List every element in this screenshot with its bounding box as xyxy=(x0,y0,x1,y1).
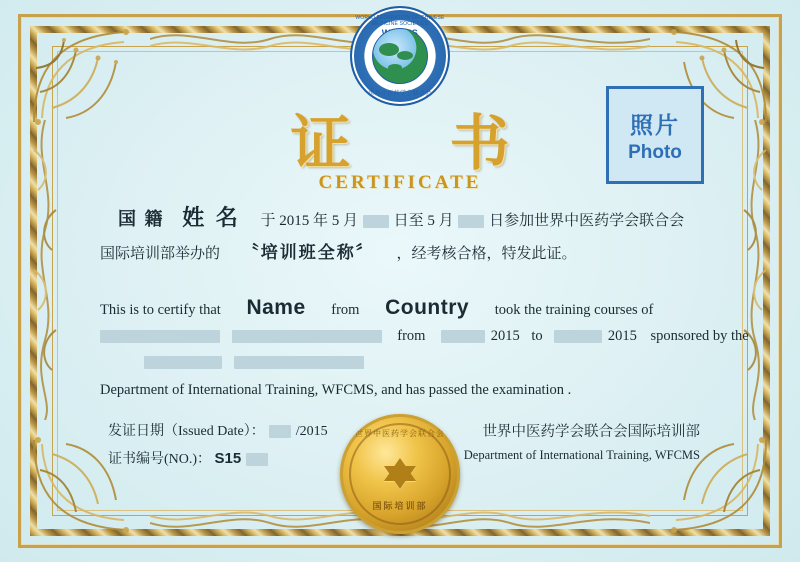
cn-course-name: 〝培训班全称〞 xyxy=(241,243,375,262)
redacted-date-to xyxy=(554,330,602,343)
redacted-course-c xyxy=(144,356,222,369)
english-line-3: Department of International Training, WFCMS, and has passed the examination . xyxy=(100,382,572,398)
en-name-placeholder: Name xyxy=(246,296,306,319)
redacted-course-d xyxy=(234,356,364,369)
chinese-body-line-1 xyxy=(118,205,710,234)
cn-char-month-1: 月 xyxy=(343,213,359,229)
emblem-globe-icon xyxy=(372,28,428,84)
cn-char-year: 年 xyxy=(313,213,329,229)
en-year-from: 2015 xyxy=(490,328,520,344)
gold-seal-icon xyxy=(340,414,460,534)
en-to: to xyxy=(531,328,543,344)
cn-text-participate: 日参加世界中医药学会联合会 xyxy=(489,213,685,229)
certificate-number-row xyxy=(108,448,269,468)
cn-month-end: 5 xyxy=(427,213,435,229)
english-line-1 xyxy=(100,296,704,322)
issuing-organization-en: Department of International Training, WFCMS xyxy=(463,448,700,462)
en-sponsored: sponsored by the xyxy=(650,328,749,344)
photo-label-cn: 照片 xyxy=(630,112,680,138)
cn-line2-prefix: 国际培训部举办的 xyxy=(100,246,221,262)
cn-text-yu: 于 xyxy=(260,213,276,229)
cn-line2-suffix: ，经考核合格，特发此证。 xyxy=(396,246,577,262)
field-label-name-cn: 姓 名 xyxy=(182,205,241,230)
emblem-ring-text-en: WORLD FEDERATION OF CHINESE MEDICINE SOCIETIES xyxy=(355,15,445,27)
photo-placeholder-box xyxy=(606,86,704,184)
en-lead-text: This is to certify that xyxy=(100,302,221,318)
redacted-day-end xyxy=(458,215,484,228)
page-title-en: CERTIFICATE xyxy=(318,172,482,193)
issued-date-label: 发证日期（Issued Date）： xyxy=(108,424,265,439)
en-from-1: from xyxy=(331,302,360,318)
seal-text-bottom: 国际培训部 xyxy=(372,501,428,511)
issued-date-value: /2015 xyxy=(295,424,328,439)
redacted-course-b xyxy=(232,330,382,343)
wfcms-emblem-icon xyxy=(350,6,450,106)
page-title-cn: 证 书 xyxy=(290,111,552,177)
en-country-placeholder: Country xyxy=(385,296,470,319)
issued-date-row xyxy=(108,420,328,440)
redacted-certificate-number xyxy=(246,453,268,466)
field-label-nationality-cn: 国 籍 xyxy=(118,209,165,229)
redacted-date-from xyxy=(441,330,485,343)
cn-char-month-2: 月 xyxy=(438,213,454,229)
issuing-organization-cn: 世界中医药学会联合会国际培训部 xyxy=(482,424,700,440)
cn-year: 2015 xyxy=(279,213,310,229)
seal-text-top: 世界中医药学会联合会 xyxy=(355,429,445,438)
english-body xyxy=(100,296,749,402)
redacted-course-a xyxy=(100,330,220,343)
chinese-body-line-2 xyxy=(100,240,710,267)
seal-star-icon xyxy=(384,458,416,481)
certificate-number-label: 证书编号(NO.)： xyxy=(108,452,212,467)
english-line-2b xyxy=(100,350,704,374)
emblem-ring-text-cn: 世界中医药学会联合会 xyxy=(368,91,432,97)
redacted-day-start xyxy=(363,215,389,228)
redacted-issue-date xyxy=(269,425,291,438)
certificate-number-value: S15 xyxy=(214,450,242,467)
cn-char-day-to: 日至 xyxy=(393,213,424,229)
photo-label-en: Photo xyxy=(628,141,682,163)
cn-month-start: 5 xyxy=(331,213,340,229)
en-from-2: from xyxy=(397,328,426,344)
english-line-2 xyxy=(100,324,749,348)
en-took-text: took the training courses of xyxy=(494,302,654,318)
en-year-to: 2015 xyxy=(607,328,637,344)
